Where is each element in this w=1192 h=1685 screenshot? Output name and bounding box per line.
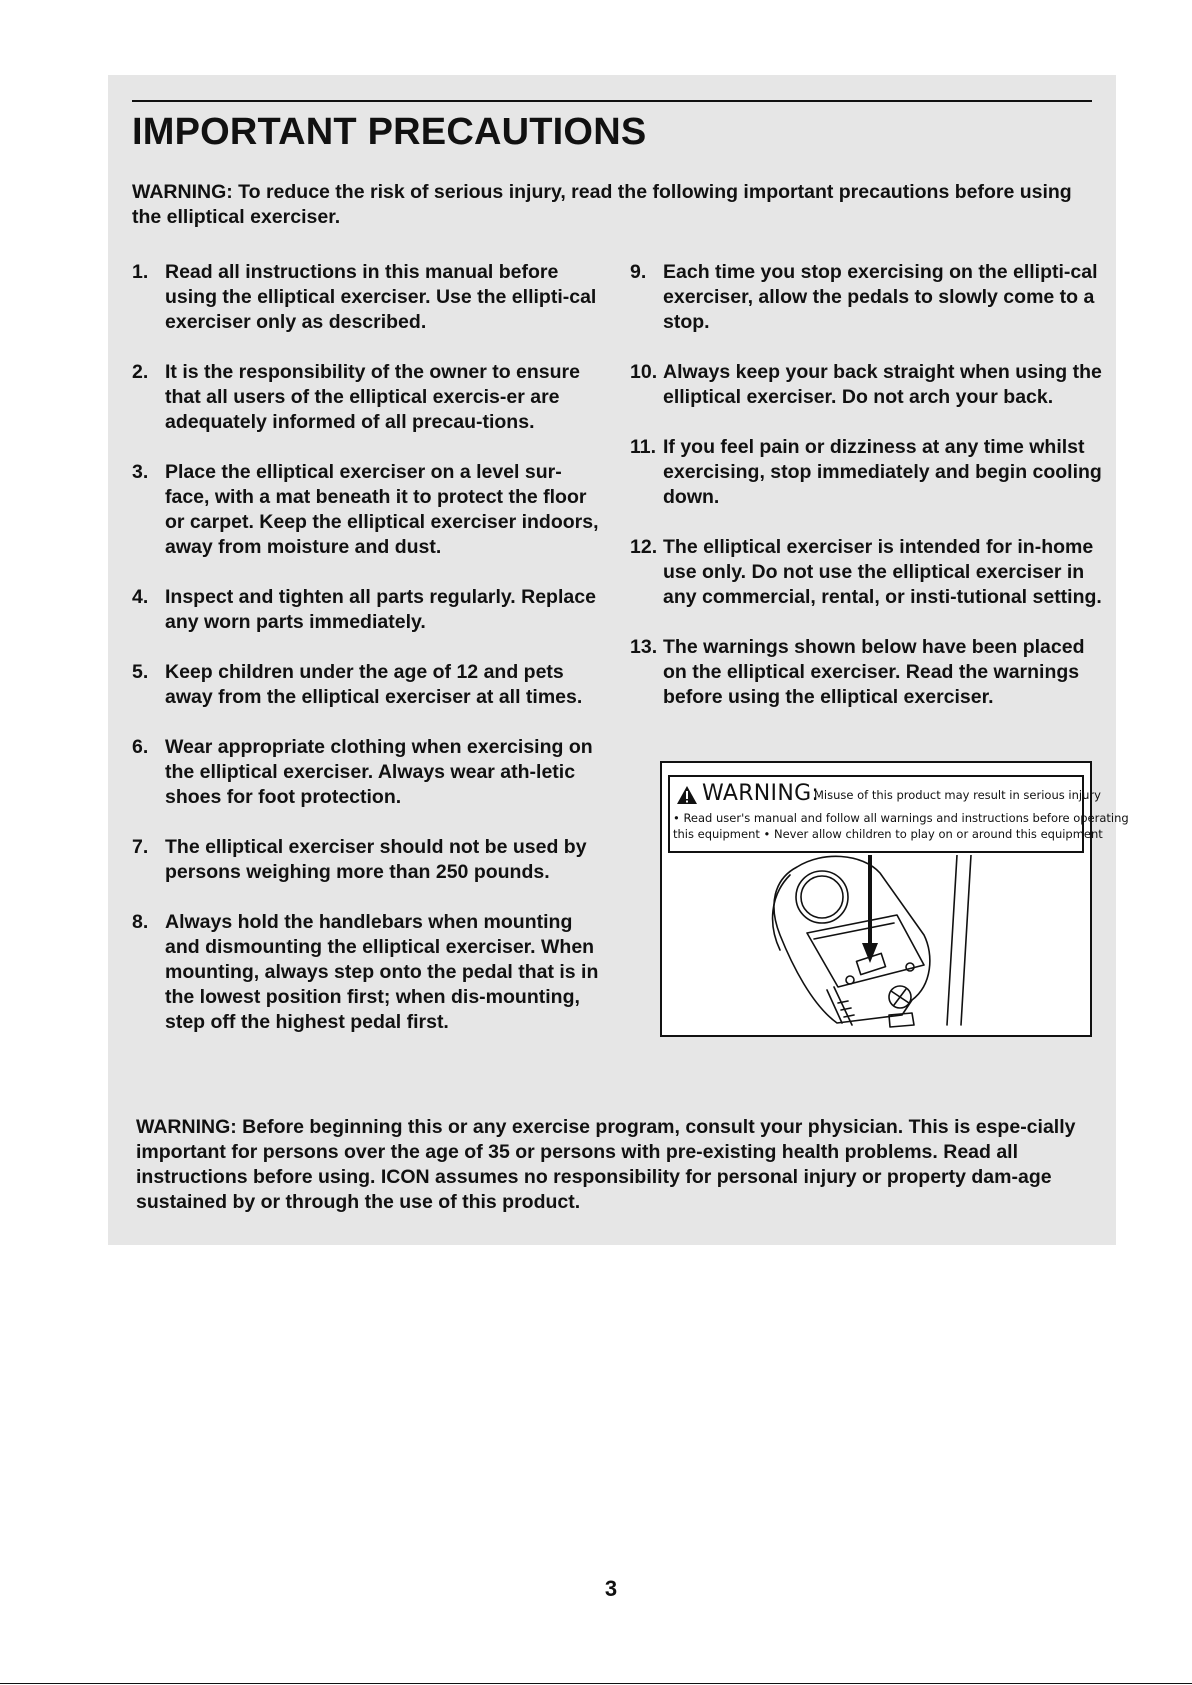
precaution-text: The elliptical exerciser is intended for in-home use only. Do not use the elliptical exerciser in any commercial, rental, or insti-tutional setting. xyxy=(663,536,1102,608)
precaution-item xyxy=(630,535,1110,610)
warning-label-header xyxy=(674,779,1101,809)
precaution-item xyxy=(132,260,602,335)
precaution-text: Inspect and tighten all parts regularly. Replace any worn parts immediately. xyxy=(165,586,596,633)
precaution-text: The elliptical exerciser should not be used by persons weighing more than 250 pounds. xyxy=(165,836,587,883)
precaution-item xyxy=(132,835,602,885)
precaution-text: If you feel pain or dizziness at any time whilst exercising, stop immediately and begin cooling down. xyxy=(663,436,1102,508)
precaution-item xyxy=(132,360,602,435)
precaution-item xyxy=(132,585,602,635)
precaution-item xyxy=(630,635,1110,710)
warning-label-illustration xyxy=(660,761,1129,1037)
page-title: IMPORTANT PRECAUTIONS xyxy=(132,111,647,153)
precaution-text: Place the elliptical exerciser on a level sur-face, with a mat beneath it to protect the floor or carpet. Keep the elliptical exerciser indoors, away from moisture and dust. xyxy=(165,461,599,558)
intro-warning: WARNING: To reduce the risk of serious injury, read the following important precautions before using the elliptical exerciser. xyxy=(132,181,1072,228)
precaution-item xyxy=(630,260,1110,335)
precaution-text: The warnings shown below have been placed on the elliptical exerciser. Read the warnings before using the elliptical exerciser. xyxy=(663,636,1085,708)
page-number: 3 xyxy=(604,1576,618,1601)
precaution-text: Each time you stop exercising on the ellipti-cal exerciser, allow the pedals to slowly come to a stop. xyxy=(663,261,1098,333)
precaution-number: 5. xyxy=(132,661,149,683)
precaution-number: 10. xyxy=(630,361,658,383)
precaution-number: 1. xyxy=(132,261,149,283)
warning-triangle-icon xyxy=(676,785,698,805)
precaution-item xyxy=(132,910,602,1035)
precaution-number: 8. xyxy=(132,911,149,933)
precautions-left-column xyxy=(132,260,602,1060)
warning-label xyxy=(668,775,1129,853)
precaution-number: 2. xyxy=(132,361,149,383)
precaution-item xyxy=(630,360,1110,410)
precaution-number: 4. xyxy=(132,586,149,608)
precaution-text: It is the responsibility of the owner to ensure that all users of the elliptical exercis-er are adequately informed of all precau-tions. xyxy=(165,361,580,433)
precaution-number: 12. xyxy=(630,536,658,558)
page-edge-line xyxy=(0,1683,1192,1684)
precaution-item xyxy=(132,460,602,560)
warning-label-line: this equipment • Never allow children to play on or around this equipment xyxy=(673,827,1103,841)
precaution-number: 11. xyxy=(630,436,657,458)
warning-label-heading: WARNING: xyxy=(702,781,820,806)
precautions-panel xyxy=(108,75,1129,1245)
title-rule xyxy=(132,100,1092,102)
precaution-text: Keep children under the age of 12 and pets away from the elliptical exerciser at all times. xyxy=(165,661,583,708)
precaution-number: 9. xyxy=(630,261,647,283)
precaution-number: 6. xyxy=(132,736,149,758)
precaution-number: 3. xyxy=(132,461,149,483)
bottom-warning: WARNING: Before beginning this or any exercise program, consult your physician. This is espe-cially important for persons over the age of 35 or persons with pre-existing health problems. Read all instructions before using. ICON assumes no responsibility for personal injury or property dam-age sustained by or through the use of this product. xyxy=(136,1116,1076,1213)
precaution-item xyxy=(132,660,602,710)
precaution-text: Always keep your back straight when using the elliptical exerciser. Do not arch your back. xyxy=(663,361,1102,408)
precaution-item xyxy=(630,435,1110,510)
precaution-number: 7. xyxy=(132,836,149,858)
warning-label-misuse: Misuse of this product may result in serious injury xyxy=(814,788,1101,802)
elliptical-pedal-drawing xyxy=(662,855,1090,1035)
precaution-text: Always hold the handlebars when mounting and dismounting the elliptical exerciser. When mounting, always step onto the pedal that is in the lowest position first; when dis-mounting, step off the highest pedal first. xyxy=(165,911,599,1033)
precaution-number: 13. xyxy=(630,636,658,658)
warning-label-line: • Read user's manual and follow all warnings and instructions before operating xyxy=(673,811,1129,825)
precaution-text: Wear appropriate clothing when exercising on the elliptical exerciser. Always wear ath-letic shoes for foot protection. xyxy=(165,736,593,808)
precautions-right-column xyxy=(630,260,1110,735)
precaution-text: Read all instructions in this manual before using the elliptical exerciser. Use the ellipti-cal exerciser only as described. xyxy=(165,261,597,333)
precaution-item xyxy=(132,735,602,810)
